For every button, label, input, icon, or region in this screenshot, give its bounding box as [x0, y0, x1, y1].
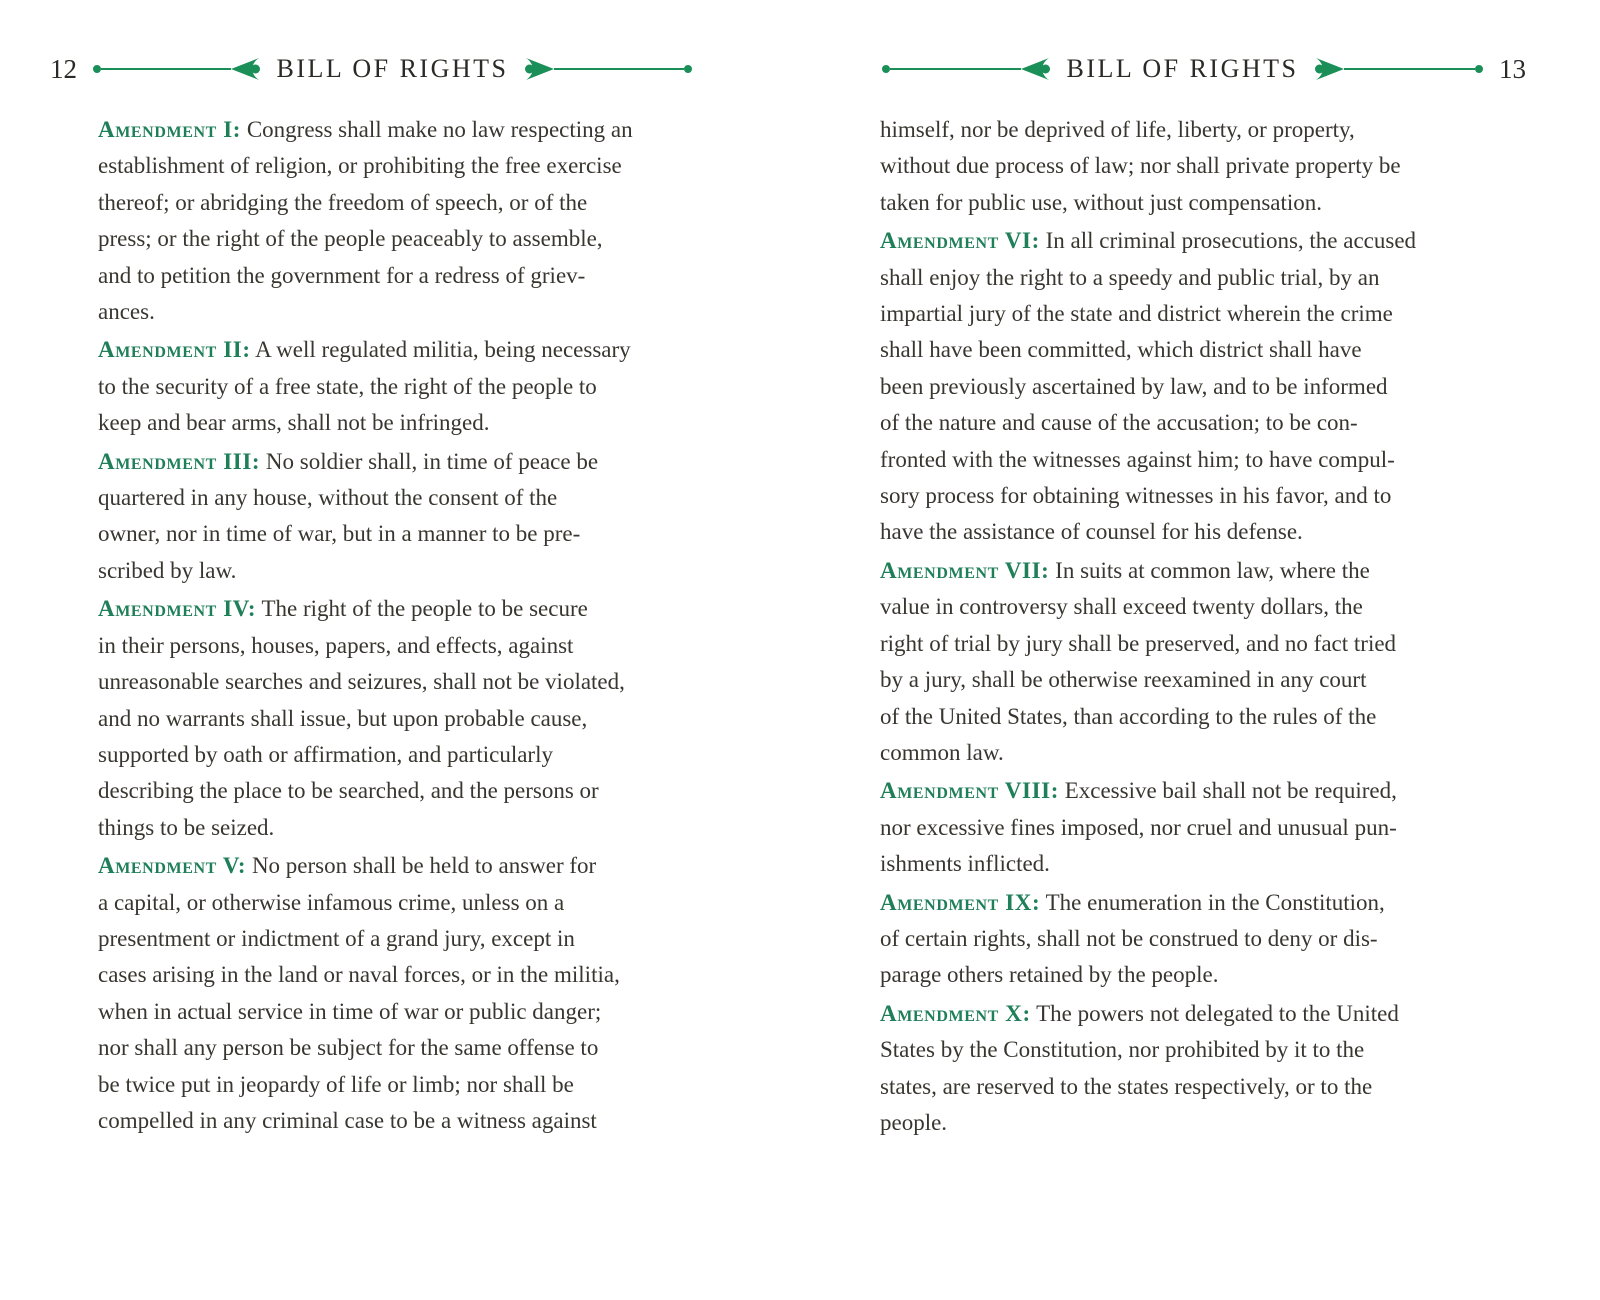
text-line: No person shall be held to answer for: [251, 853, 597, 879]
page-right: [800, 0, 1600, 1300]
text-line: quartered in any house, without the consent of the: [98, 485, 558, 511]
text-line: in their persons, houses, papers, and effects, against: [98, 632, 574, 658]
text-line: The right of the people to be secure: [261, 596, 588, 622]
amendment-label: Amendment VIII:: [880, 778, 1059, 804]
amendment-paragraph: [98, 848, 718, 1139]
text-line: sory process for obtaining witnesses in his favor, and to: [880, 483, 1392, 509]
amendment-label: Amendment IV:: [98, 596, 257, 622]
amendment-paragraph: [98, 591, 718, 846]
amendment-label: Amendment V:: [98, 853, 247, 879]
text-line: The powers not delegated to the United: [1036, 1000, 1399, 1026]
text-line: to the security of a free state, the right of the people to: [98, 373, 597, 399]
continuation-paragraph: [880, 112, 1500, 221]
text-line: of the United States, than according to the rules of the: [880, 703, 1377, 729]
text-line: without due process of law; nor shall private property be: [880, 153, 1401, 179]
amendment-paragraph: [98, 332, 718, 441]
text-line: and no warrants shall issue, but upon probable cause,: [98, 705, 588, 731]
page-number-right: 13: [1499, 53, 1526, 84]
rule-line: [1344, 68, 1475, 70]
amendment-paragraph: [98, 444, 718, 590]
text-line: been previously ascertained by law, and to be informed: [880, 373, 1388, 399]
amendment-label: Amendment I:: [98, 117, 242, 142]
arrowhead-right-icon: [524, 56, 554, 82]
text-column-right: [880, 112, 1500, 1143]
text-line: nor excessive fines imposed, nor cruel and unusual pun-: [880, 814, 1397, 840]
amendment-paragraph: [880, 996, 1500, 1142]
text-column-left: [98, 112, 718, 1141]
amendment-paragraph: [98, 112, 718, 330]
text-line: impartial jury of the state and district wherein the crime: [880, 301, 1393, 327]
amendment-paragraph: [880, 223, 1500, 551]
text-line: No soldier shall, in time of peace be: [265, 448, 599, 474]
rule-line: [554, 68, 684, 70]
text-line: States by the Constitution, nor prohibited by it to the: [880, 1037, 1365, 1063]
amendment-label: Amendment X:: [880, 1000, 1031, 1026]
text-line: value in controversy shall exceed twenty dollars, the: [880, 594, 1363, 620]
text-line: unreasonable searches and seizures, shall not be violated,: [98, 669, 625, 695]
header-title-left: BILL OF RIGHTS: [276, 54, 509, 83]
rule-dot-icon: [1475, 65, 1483, 73]
text-line: shall have been committed, which district shall have: [880, 337, 1362, 363]
text-line: Excessive bail shall not be required,: [1064, 778, 1397, 804]
text-line: taken for public use, without just compensation.: [880, 189, 1323, 215]
text-line: compelled in any criminal case to be a witness against: [98, 1107, 597, 1133]
text-line: The enumeration in the Constitution,: [1045, 889, 1385, 915]
rule-line: [890, 68, 1021, 70]
text-line: In suits at common law, where the: [1055, 557, 1370, 583]
amendment-paragraph: [880, 553, 1500, 771]
amendment-label: Amendment II:: [98, 337, 251, 363]
text-line: people.: [880, 1109, 948, 1135]
amendment-label: Amendment IX:: [880, 889, 1041, 915]
text-line: keep and bear arms, shall not be infringed.: [98, 410, 490, 436]
text-line: nor shall any person be subject for the same offense to: [98, 1035, 599, 1061]
text-line: parage others retained by the people.: [880, 962, 1219, 988]
amendment-label: Amendment VI:: [880, 228, 1040, 254]
amendment-label: Amendment VII:: [880, 557, 1050, 583]
arrowhead-left-icon: [231, 56, 261, 82]
page-header-right: [882, 48, 1526, 90]
text-line: ances.: [98, 299, 155, 325]
page-header-left: [50, 48, 692, 90]
rule-line: [101, 68, 231, 70]
text-line: ishments inflicted.: [880, 851, 1050, 877]
text-line: shall enjoy the right to a speedy and public trial, by an: [880, 264, 1380, 290]
text-line: right of trial by jury shall be preserved, and no fact tried: [880, 630, 1397, 656]
rule-dot-icon: [93, 65, 101, 73]
header-rule-left: [93, 56, 261, 82]
rule-dot-icon: [684, 65, 692, 73]
amendment-paragraph: [880, 885, 1500, 994]
text-line: a capital, or otherwise infamous crime, unless on a: [98, 889, 565, 915]
text-line: establishment of religion, or prohibiting the free exercise: [98, 153, 622, 179]
text-line: supported by oath or affirmation, and particularly: [98, 741, 553, 767]
text-line: and to petition the government for a redress of griev-: [98, 262, 586, 288]
text-line: In all criminal prosecutions, the accused: [1045, 228, 1417, 254]
text-line: owner, nor in time of war, but in a manner to be pre-: [98, 521, 581, 547]
amendment-paragraph: [880, 773, 1500, 882]
text-line: presentment or indictment of a grand jury, except in: [98, 925, 575, 951]
header-rule-right: [524, 56, 692, 82]
text-line: be twice put in jeopardy of life or limb; nor shall be: [98, 1071, 574, 1097]
header-title-right: BILL OF RIGHTS: [1066, 54, 1299, 83]
text-line: scribed by law.: [98, 557, 237, 583]
header-rule-right: [1314, 56, 1483, 82]
text-line: press; or the right of the people peaceably to assemble,: [98, 226, 603, 252]
text-line: states, are reserved to the states respectively, or to the: [880, 1073, 1373, 1099]
text-line: when in actual service in time of war or public danger;: [98, 998, 602, 1024]
text-line: thereof; or abridging the freedom of speech, or of the: [98, 189, 588, 215]
rule-dot-icon: [882, 65, 890, 73]
header-rule-left: [882, 56, 1051, 82]
text-line: Congress shall make no law respecting an: [246, 117, 633, 142]
arrowhead-left-icon: [1021, 56, 1051, 82]
text-line: of certain rights, shall not be construed to deny or dis-: [880, 925, 1378, 951]
page-number-left: 12: [50, 53, 77, 84]
text-line: things to be seized.: [98, 814, 275, 840]
text-line: cases arising in the land or naval forces, or in the militia,: [98, 962, 620, 988]
text-line: have the assistance of counsel for his defense.: [880, 519, 1303, 545]
arrowhead-right-icon: [1314, 56, 1344, 82]
text-line: by a jury, shall be otherwise reexamined in any court: [880, 667, 1367, 693]
text-line: fronted with the witnesses against him; to have compul-: [880, 446, 1395, 472]
text-line: describing the place to be searched, and the persons or: [98, 778, 599, 804]
text-line: A well regulated militia, being necessary: [255, 337, 631, 363]
text-line: common law.: [880, 739, 1004, 765]
text-line: himself, nor be deprived of life, liberty, or property,: [880, 117, 1355, 142]
text-line: of the nature and cause of the accusation; to be con-: [880, 410, 1358, 436]
amendment-label: Amendment III:: [98, 448, 261, 474]
